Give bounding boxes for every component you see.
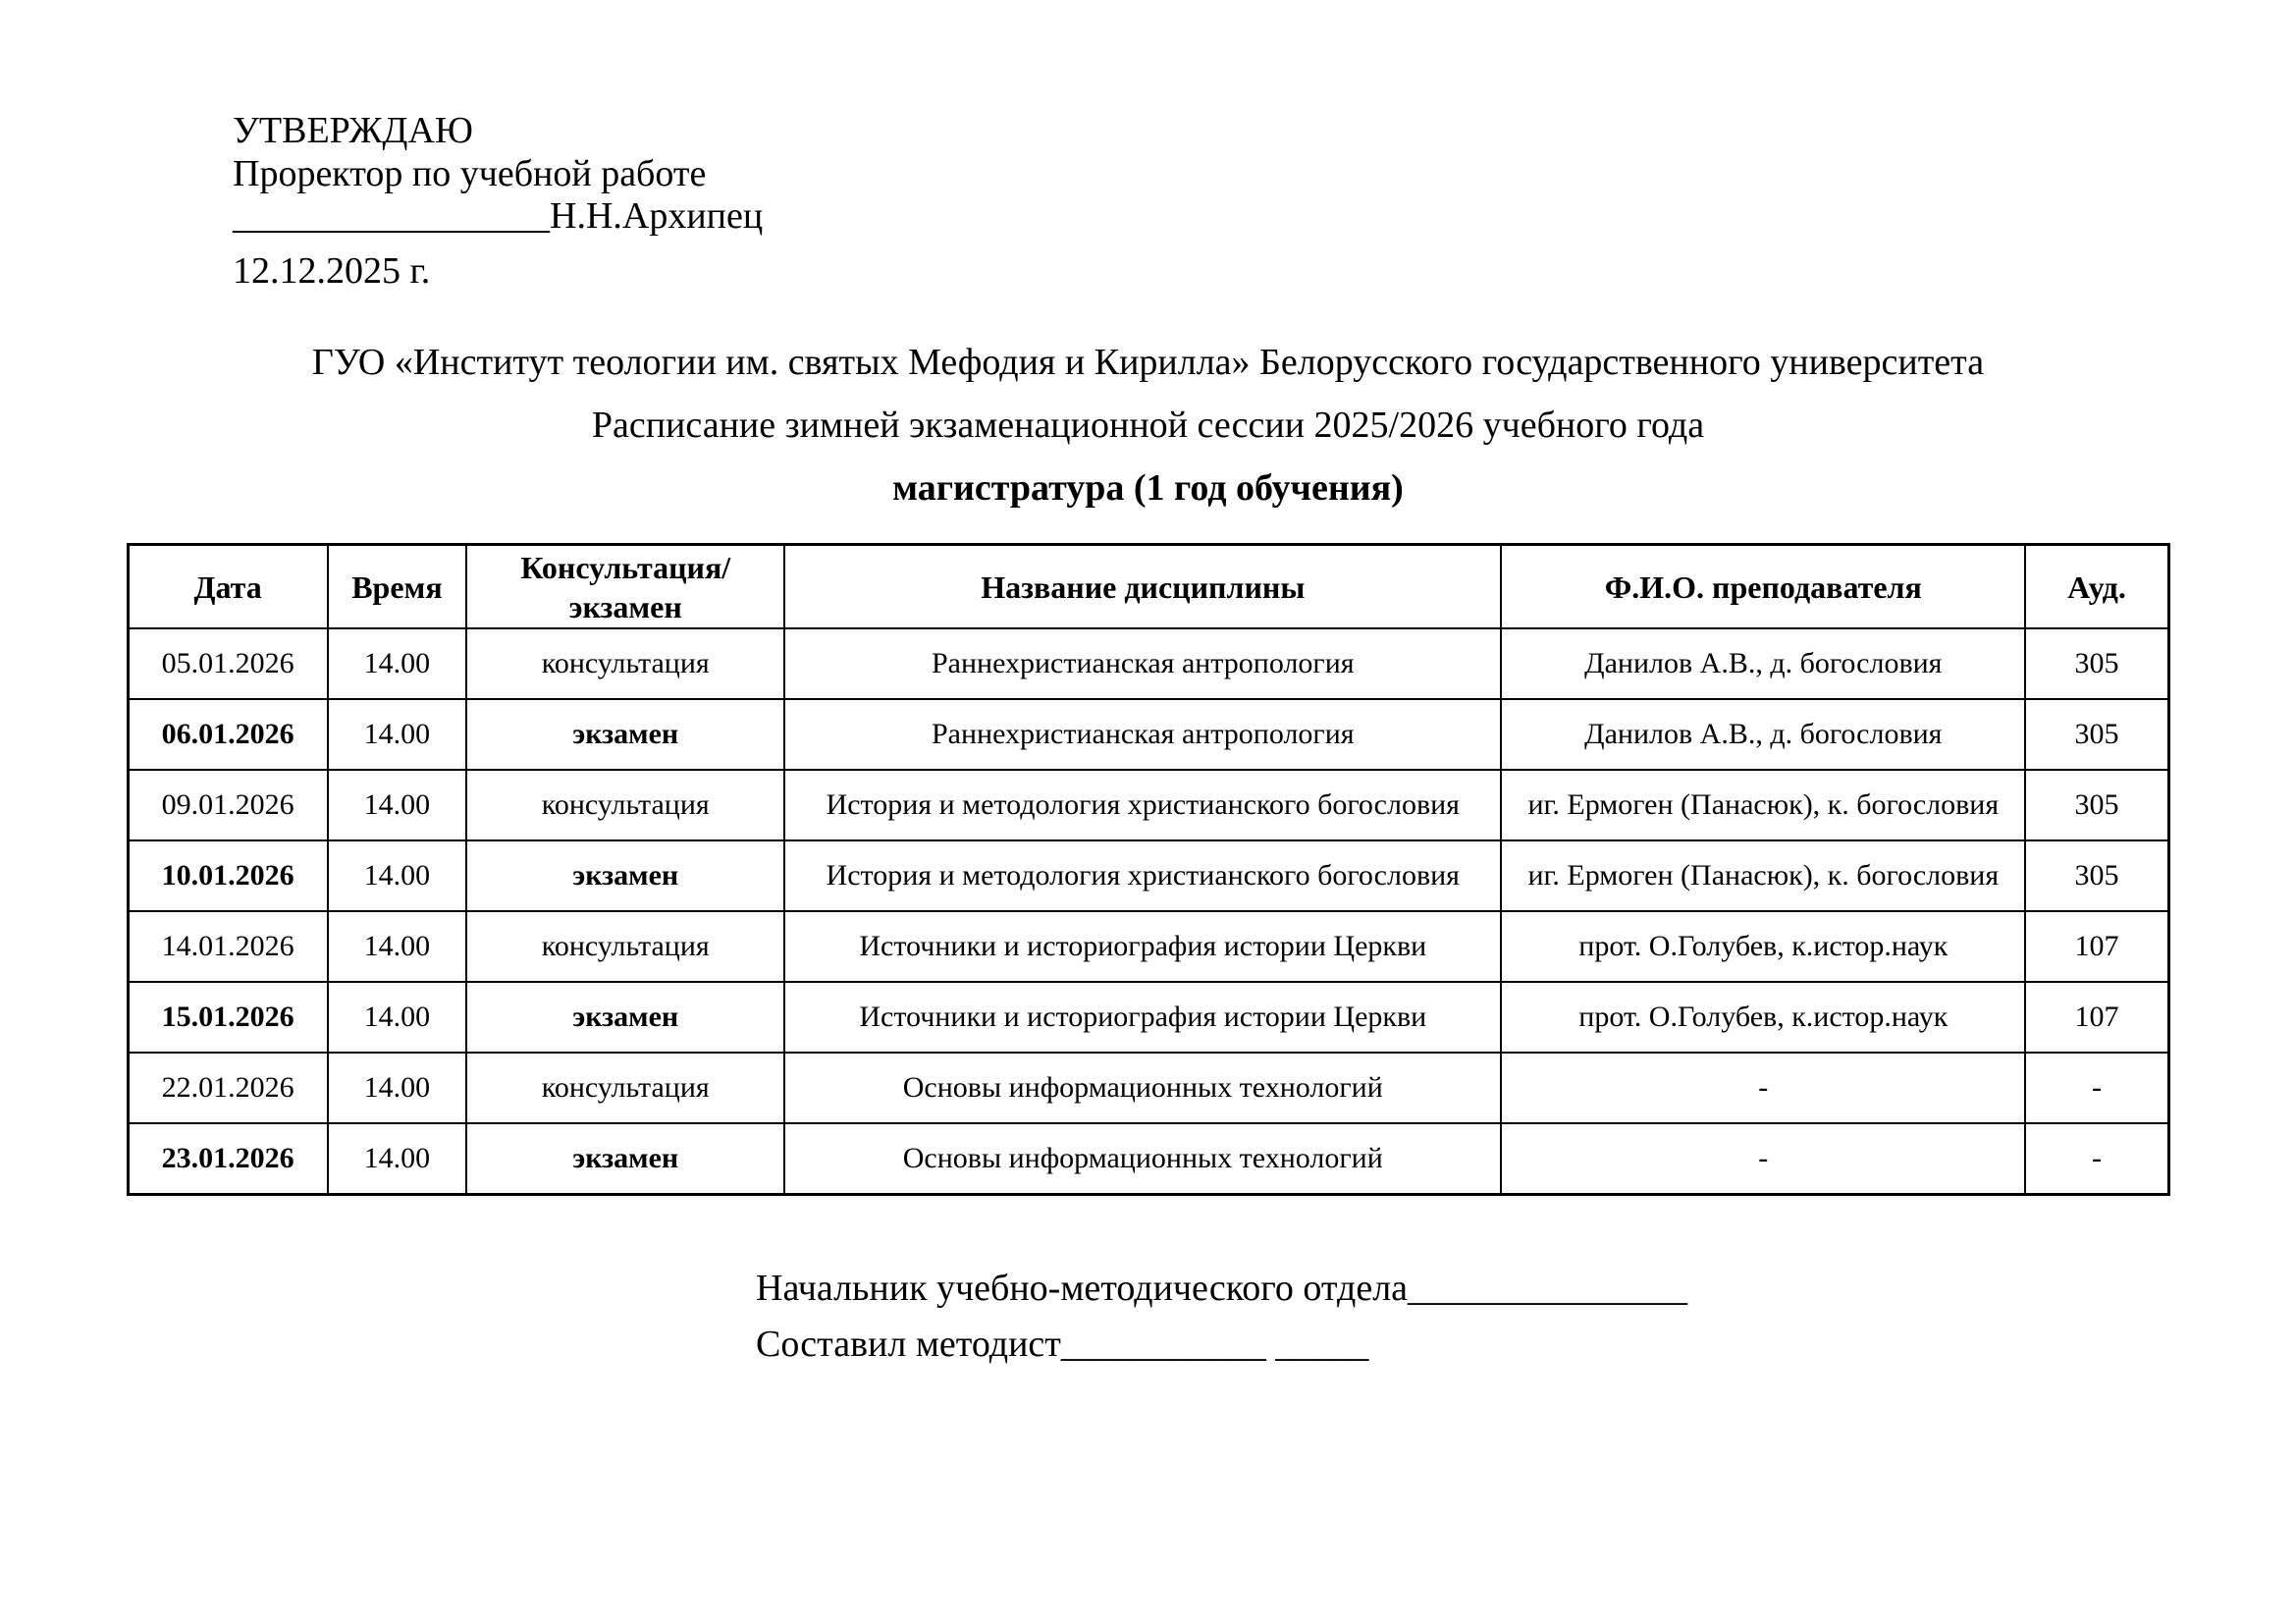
cell-type: экзамен — [466, 982, 784, 1053]
document-titles — [0, 341, 2296, 510]
cell-room: 107 — [2025, 911, 2168, 982]
approval-stamp: УТВЕРЖДАЮ — [233, 110, 473, 151]
cell-date: 14.01.2026 — [128, 911, 328, 982]
cell-date: 09.01.2026 — [128, 770, 328, 840]
cell-time: 14.00 — [328, 982, 466, 1053]
cell-room: 305 — [2025, 628, 2168, 699]
approval-date: 12.12.2025 г. — [233, 250, 431, 293]
cell-room: 305 — [2025, 770, 2168, 840]
cell-date: 15.01.2026 — [128, 982, 328, 1053]
cell-time: 14.00 — [328, 1123, 466, 1194]
table-row — [128, 840, 2168, 911]
footer-block — [756, 1261, 2296, 1373]
cell-type: экзамен — [466, 699, 784, 770]
cell-type: консультация — [466, 1053, 784, 1123]
header-row — [128, 544, 2168, 628]
table-row — [128, 1053, 2168, 1123]
schedule-title: Расписание зимней экзаменационной сессии 2025/2026 учебного года — [591, 404, 1705, 446]
schedule-table — [127, 543, 2170, 1196]
column-header-discipline: Название дисциплины — [784, 544, 1501, 628]
cell-date: 05.01.2026 — [128, 628, 328, 699]
cell-type: экзамен — [466, 1123, 784, 1194]
cell-teacher: прот. О.Голубев, к.истор.наук — [1501, 982, 2025, 1053]
cell-teacher: Данилов А.В., д. богословия — [1501, 628, 2025, 699]
cell-date: 22.01.2026 — [128, 1053, 328, 1123]
cell-room: 305 — [2025, 699, 2168, 770]
cell-time: 14.00 — [328, 770, 466, 840]
cell-type: экзамен — [466, 840, 784, 911]
column-header-type-line2: экзамен — [568, 588, 682, 624]
program-title: магистратура (1 год обучения) — [892, 466, 1404, 509]
cell-type: консультация — [466, 911, 784, 982]
cell-time: 14.00 — [328, 1053, 466, 1123]
column-header-type-line1: Консультация/ — [520, 549, 731, 585]
approval-signature-line: _________________Н.Н.Архипец — [233, 195, 764, 238]
schedule-table-body — [128, 628, 2168, 1194]
table-row — [128, 911, 2168, 982]
cell-discipline: История и методология христианского богословия — [784, 840, 1501, 911]
cell-discipline: Источники и историография истории Церкви — [784, 982, 1501, 1053]
cell-date: 23.01.2026 — [128, 1123, 328, 1194]
cell-room: - — [2025, 1123, 2168, 1194]
table-row — [128, 770, 2168, 840]
cell-teacher: прот. О.Голубев, к.истор.наук — [1501, 911, 2025, 982]
cell-teacher: - — [1501, 1123, 2025, 1194]
column-header-room: Ауд. — [2025, 544, 2168, 628]
cell-time: 14.00 — [328, 911, 466, 982]
footer-head-of-department: Начальник учебно-методического отдела_______________ — [756, 1267, 1688, 1309]
column-header-teacher: Ф.И.О. преподавателя — [1501, 544, 2025, 628]
cell-discipline: История и методология христианского богословия — [784, 770, 1501, 840]
cell-type: консультация — [466, 628, 784, 699]
cell-room: - — [2025, 1053, 2168, 1123]
cell-teacher: иг. Ермоген (Панасюк), к. богословия — [1501, 770, 2025, 840]
institution-title: ГУО «Институт теологии им. святых Мефодия и Кирилла» Белорусского государственного университета — [311, 341, 1985, 383]
cell-discipline: Раннехристианская антропология — [784, 699, 1501, 770]
cell-date: 06.01.2026 — [128, 699, 328, 770]
column-header-type — [466, 544, 784, 628]
cell-time: 14.00 — [328, 628, 466, 699]
cell-date: 10.01.2026 — [128, 840, 328, 911]
cell-time: 14.00 — [328, 699, 466, 770]
cell-teacher: - — [1501, 1053, 2025, 1123]
cell-room: 107 — [2025, 982, 2168, 1053]
cell-discipline: Основы информационных технологий — [784, 1053, 1501, 1123]
table-row — [128, 699, 2168, 770]
cell-teacher: иг. Ермоген (Панасюк), к. богословия — [1501, 840, 2025, 911]
table-row — [128, 628, 2168, 699]
column-header-date: Дата — [128, 544, 328, 628]
cell-discipline: Основы информационных технологий — [784, 1123, 1501, 1194]
cell-teacher: Данилов А.В., д. богословия — [1501, 699, 2025, 770]
cell-type: консультация — [466, 770, 784, 840]
table-row — [128, 982, 2168, 1053]
footer-compiled-by: Составил методист___________ _____ — [756, 1323, 1369, 1365]
schedule-table-header — [128, 544, 2168, 628]
cell-room: 305 — [2025, 840, 2168, 911]
approval-block — [233, 0, 2296, 294]
column-header-time: Время — [328, 544, 466, 628]
table-row — [128, 1123, 2168, 1194]
cell-time: 14.00 — [328, 840, 466, 911]
cell-discipline: Источники и историография истории Церкви — [784, 911, 1501, 982]
cell-discipline: Раннехристианская антропология — [784, 628, 1501, 699]
approval-position: Проректор по учебной работе — [233, 152, 707, 194]
